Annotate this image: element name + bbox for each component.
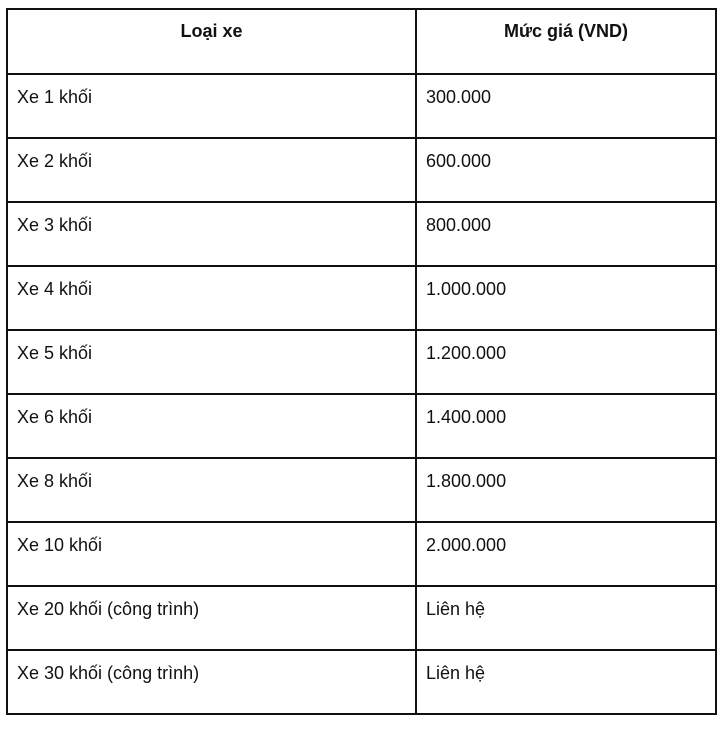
vehicle-type-cell: Xe 3 khối (7, 202, 416, 266)
price-cell: Liên hệ (416, 586, 716, 650)
table-header (7, 9, 716, 74)
header-price: Mức giá (VND) (416, 9, 716, 74)
table-body (7, 74, 716, 714)
vehicle-type-cell: Xe 1 khối (7, 74, 416, 138)
price-cell: 300.000 (416, 74, 716, 138)
vehicle-type-cell: Xe 30 khối (công trình) (7, 650, 416, 714)
price-cell: 600.000 (416, 138, 716, 202)
vehicle-type-cell: Xe 5 khối (7, 330, 416, 394)
table-row (7, 266, 716, 330)
vehicle-type-cell: Xe 20 khối (công trình) (7, 586, 416, 650)
table-row (7, 650, 716, 714)
table-row (7, 330, 716, 394)
price-cell: 1.200.000 (416, 330, 716, 394)
price-table (6, 8, 717, 715)
header-vehicle-type: Loại xe (7, 9, 416, 74)
vehicle-type-cell: Xe 4 khối (7, 266, 416, 330)
vehicle-type-cell: Xe 8 khối (7, 458, 416, 522)
table-row (7, 74, 716, 138)
price-cell: Liên hệ (416, 650, 716, 714)
price-cell: 2.000.000 (416, 522, 716, 586)
table-row (7, 458, 716, 522)
price-cell: 1.000.000 (416, 266, 716, 330)
price-cell: 1.800.000 (416, 458, 716, 522)
vehicle-type-cell: Xe 2 khối (7, 138, 416, 202)
table-row (7, 202, 716, 266)
header-row (7, 9, 716, 74)
price-cell: 800.000 (416, 202, 716, 266)
price-cell: 1.400.000 (416, 394, 716, 458)
table-row (7, 522, 716, 586)
vehicle-type-cell: Xe 6 khối (7, 394, 416, 458)
table-row (7, 586, 716, 650)
vehicle-type-cell: Xe 10 khối (7, 522, 416, 586)
table-row (7, 138, 716, 202)
table-row (7, 394, 716, 458)
